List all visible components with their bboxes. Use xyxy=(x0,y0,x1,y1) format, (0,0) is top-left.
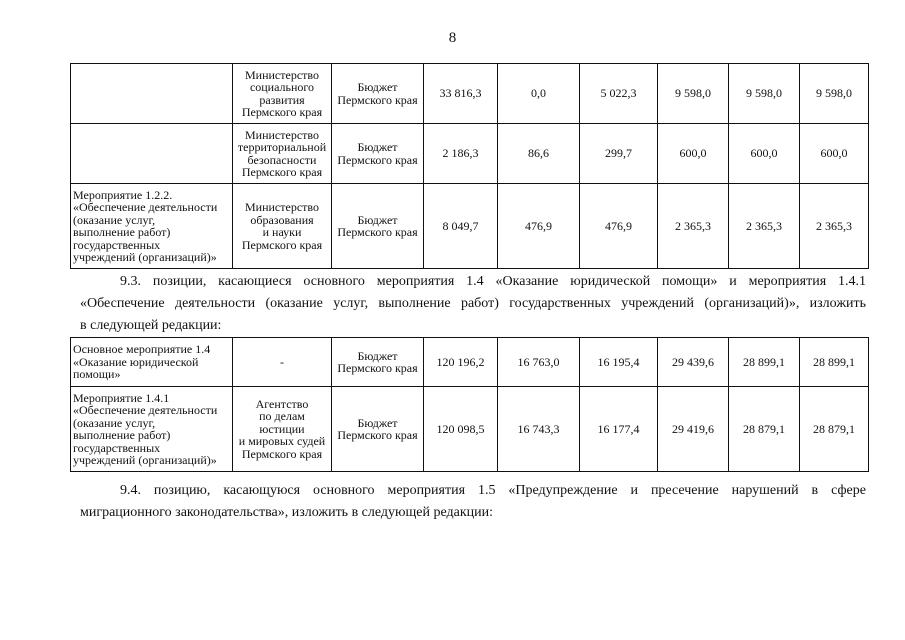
executor-line: Министерство xyxy=(245,67,319,82)
amount-cell: 9 598,0 xyxy=(729,64,800,124)
table-1-body xyxy=(71,64,869,269)
executor-line: развития xyxy=(259,92,305,107)
amount-cell: 28 879,1 xyxy=(729,387,800,472)
funding-source-line: Пермского края xyxy=(337,92,418,107)
funding-source-cell xyxy=(332,64,424,124)
measure-name-line: (оказание услуг, xyxy=(73,212,156,227)
measure-name-cell xyxy=(71,124,233,184)
amount-cell: 299,7 xyxy=(580,124,658,184)
measure-name-line: выполнение работ) xyxy=(73,225,171,239)
amount-cell: 33 816,3 xyxy=(424,64,498,124)
funding-source-line: Пермского края xyxy=(337,428,418,442)
amount-cell: 16 177,4 xyxy=(580,387,658,472)
amount-cell: 29 419,6 xyxy=(658,387,729,472)
amount-cell: 2 365,3 xyxy=(800,184,869,269)
amount-cell: 0,0 xyxy=(498,64,580,124)
amount-cell: 120 098,5 xyxy=(424,387,498,472)
executor-line: образования xyxy=(250,212,314,227)
funding-source-line: Пермского края xyxy=(337,361,418,375)
amount-cell: 2 186,3 xyxy=(424,124,498,184)
executor-line: Пермского края xyxy=(241,446,323,461)
executor-line: Министерство xyxy=(245,200,319,214)
amount-cell: 600,0 xyxy=(800,124,869,184)
measure-name-line: «Обеспечение деятельности xyxy=(73,403,218,417)
measure-name-cell xyxy=(71,184,233,269)
funding-source-line: Пермского края xyxy=(337,152,418,167)
funding-source-line: Пермского края xyxy=(337,225,418,239)
paragraph-line: 9.4. позицию, касающуюся основного мероприятия 1.5 «Предупреждение и пресечение нарушений в сфере xyxy=(120,483,866,498)
funding-source-line: Бюджет xyxy=(357,415,398,430)
paragraph-line: «Обеспечение деятельности (оказание услуг, выполнение работ) государственных учреждений (организаций)», изложить xyxy=(80,296,866,311)
funding-source-cell xyxy=(332,184,424,269)
funding-source-line: Бюджет xyxy=(357,348,398,363)
executor-line: юстиции xyxy=(259,421,305,436)
measure-name-cell xyxy=(71,387,233,472)
executor-cell xyxy=(233,387,332,472)
executor-cell xyxy=(233,64,332,124)
executor-line: Министерство xyxy=(245,127,319,142)
measure-name-line: учреждений (организаций)» xyxy=(73,250,217,264)
amount-cell: 8 049,7 xyxy=(424,184,498,269)
amount-cell: 29 439,6 xyxy=(658,338,729,387)
budget-table-2 xyxy=(70,337,869,472)
executor-cell xyxy=(233,184,332,269)
paragraph-line: в следующей редакции: xyxy=(80,318,222,333)
executor-line: Агентство xyxy=(255,396,309,411)
measure-name-line: Мероприятие 1.2.2. xyxy=(73,187,173,202)
amount-cell: 476,9 xyxy=(498,184,580,269)
measure-name-cell xyxy=(71,338,233,387)
funding-source-cell xyxy=(332,387,424,472)
funding-source-cell xyxy=(332,338,424,387)
amount-cell: 28 899,1 xyxy=(800,338,869,387)
executor-line: Пермского края xyxy=(241,237,323,252)
executor-line: по делам xyxy=(259,409,305,424)
paragraph-line: 9.3. позиции, касающиеся основного мероприятия 1.4 «Оказание юридической помощи» и мероприятия 1.4.1 xyxy=(120,274,866,289)
executor-cell xyxy=(233,124,332,184)
amount-cell: 9 598,0 xyxy=(658,64,729,124)
executor-line: Пермского края xyxy=(241,165,323,179)
table-row xyxy=(71,184,869,269)
paragraph-9-4 xyxy=(80,480,866,524)
amount-cell: 16 763,0 xyxy=(498,338,580,387)
executor-cell xyxy=(233,338,332,387)
amount-cell: 2 365,3 xyxy=(658,184,729,269)
executor-line: безопасности xyxy=(247,152,317,167)
amount-cell: 28 899,1 xyxy=(729,338,800,387)
executor-line: социального xyxy=(249,80,315,94)
amount-cell: 28 879,1 xyxy=(800,387,869,472)
amount-cell: 600,0 xyxy=(658,124,729,184)
amount-cell: 16 195,4 xyxy=(580,338,658,387)
amount-cell: 600,0 xyxy=(729,124,800,184)
measure-name-cell xyxy=(71,64,233,124)
amount-cell: 5 022,3 xyxy=(580,64,658,124)
executor-line: Пермского края xyxy=(241,105,323,119)
amount-cell: 86,6 xyxy=(498,124,580,184)
funding-source-line: Бюджет xyxy=(357,140,398,154)
paragraph-line: миграционного законодательства», изложить в следующей редакции: xyxy=(80,505,494,520)
amount-cell: 120 196,2 xyxy=(424,338,498,387)
funding-source-line: Бюджет xyxy=(357,80,398,94)
paragraph-9-3 xyxy=(80,271,866,337)
measure-name-line: учреждений (организаций)» xyxy=(73,453,217,467)
amount-cell: 476,9 xyxy=(580,184,658,269)
budget-table-1 xyxy=(70,63,869,269)
executor-line: территориальной xyxy=(237,140,327,154)
measure-name-line: Мероприятие 1.4.1 xyxy=(73,390,170,405)
measure-name-line: (оказание услуг, xyxy=(73,415,156,430)
measure-name-line: «Обеспечение деятельности xyxy=(73,200,218,214)
table-row xyxy=(71,124,869,184)
table-row xyxy=(71,64,869,124)
page-number: 8 xyxy=(448,30,457,46)
executor-line: и науки xyxy=(262,225,302,239)
measure-name-line: государственных xyxy=(73,440,161,455)
measure-name-line: выполнение работ) xyxy=(73,428,171,442)
table-row xyxy=(71,387,869,472)
table-row xyxy=(71,338,869,387)
measure-name-line: Основное мероприятие 1.4 xyxy=(73,342,211,357)
executor-line: - xyxy=(280,354,284,369)
funding-source-line: Бюджет xyxy=(357,212,398,227)
amount-cell: 9 598,0 xyxy=(800,64,869,124)
measure-name-line: помощи» xyxy=(73,367,121,382)
amount-cell: 16 743,3 xyxy=(498,387,580,472)
amount-cell: 2 365,3 xyxy=(729,184,800,269)
table-2-body xyxy=(71,338,869,472)
executor-line: и мировых судей xyxy=(238,434,326,449)
measure-name-line: «Оказание юридической xyxy=(73,354,199,369)
measure-name-line: государственных xyxy=(73,237,161,252)
funding-source-cell xyxy=(332,124,424,184)
